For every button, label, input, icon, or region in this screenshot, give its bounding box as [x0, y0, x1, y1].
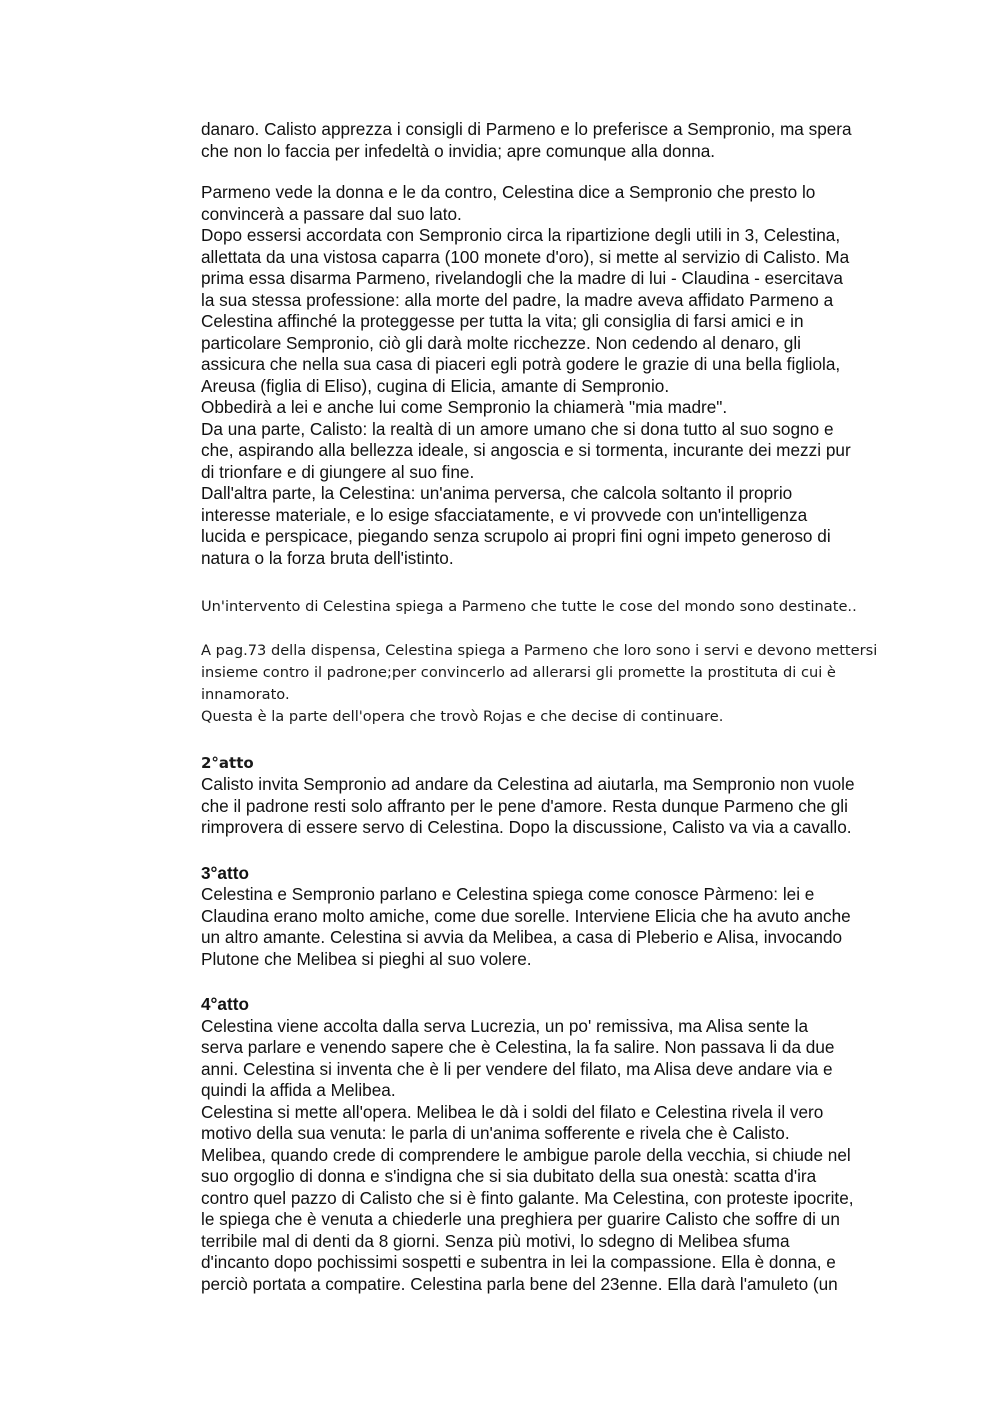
section-heading-atto-2: 2°atto — [201, 754, 254, 772]
paragraph-parmeno-celestina: Parmeno vede la donna e le da contro, Celestina dice a Sempronio che presto lo convincerà a passare dal suo lato. Dopo essersi accordata con Sempronio circa la ripartizione degli utili in 3, Celestina, allettata da una vistosa caparra (100 monete d'oro), si mette al servizio di Calisto. Ma prima essa disarma Parmeno, rivelandogli che la madre di lui - Claudina - esercitava la sua stessa professione: alla morte del padre, la madre aveva affidato Parmeno a Celestina affinché la proteggesse per tutta la vita; gli consiglia di farsi amici e in particolare Sempronio, ciò gli darà molte ricchezze. Non cedendo al denaro, gli assicura che nella sua casa di piaceri egli potrà godere le grazie di una bella figliola, Areusa (figlia di Eliso), cugina di Elicia, amante di Sempronio. Obbedirà a lei e anche lui come Sempronio la chiamerà "mia madre". Da una parte, Calisto: la realtà di un amore umano che si dona tutto al suo sogno e che, aspirando alla bellezza ideale, si angoscia e si tormenta, incurante dei mezzi pur di trionfare e di giungere al suo fine. Dall'altra parte, la Celestina: un'anima perversa, che calcola soltanto il proprio interesse materiale, e lo esige sfacciatamente, e vi provvede con un'intelligenza lucida e perspicace, piegando senza scrupolo ai propri fini ogni impeto generoso di natura o la forza bruta dell'istinto. — [201, 182, 851, 568]
paragraph-intervento: Un'intervento di Celestina spiega a Parmeno che tutte le cose del mondo sono destinate.. — [201, 598, 857, 615]
paragraph-dispensa: A pag.73 della dispensa, Celestina spiega a Parmeno che loro sono i servi e devono mettersi insieme contro il padrone;per convincerlo ad allerarsi gli promette la prostituta di cui è innamorato. Questa è la parte dell'opera che trovò Rojas e che decise di continuare. — [201, 642, 878, 725]
section-text-atto-2: Calisto invita Sempronio ad andare da Celestina ad aiutarla, ma Sempronio non vuole che il padrone resti solo affranto per le pene d'amore. Resta dunque Parmeno che gli rimprovera di essere servo di Celestina. Dopo la discussione, Calisto va via a cavallo. — [201, 774, 855, 837]
paragraph-intro: danaro. Calisto apprezza i consigli di Parmeno e lo preferisce a Sempronio, ma spera che non lo faccia per infedeltà o invidia; apre comunque alla donna. — [201, 119, 852, 161]
section-text-atto-3: Celestina e Sempronio parlano e Celestina spiega come conosce Pàrmeno: lei e Claudina erano molto amiche, come due sorelle. Interviene Elicia che ha avuto anche un altro amante. Celestina si avvia da Melibea, a casa di Pleberio e Alisa, invocando Plutone che Melibea si pieghi al suo volere. — [201, 884, 851, 969]
section-text-atto-4: Celestina viene accolta dalla serva Lucrezia, un po' remissiva, ma Alisa sente la serva parlare e venendo sapere che è Celestina, la fa salire. Non passava li da due anni. Celestina si inventa che è li per vendere del filato, ma Alisa deve andare via e quindi la affida a Melibea. Celestina si mette all'opera. Melibea le dà i soldi del filato e Celestina rivela il vero motivo della sua venuta: le parla di un'anima sofferente e rivela che è Calisto. Melibea, quando crede di comprendere le ambigue parole della vecchia, si chiude nel suo orgoglio di donna e s'indigna che si sia dubitato della sua onestà: scatta d'ira contro quel pazzo di Calisto che si è finto galante. Ma Celestina, con proteste ipocrite, le spiega che è venuta a chiederle una preghiera per guarire Calisto che soffre di un terribile mal di denti da 8 giorni. Senza più motivi, lo sdegno di Melibea sfuma d'incanto dopo pochissimi sospetti e subentra in lei la compassione. Ella è donna, e perciò portata a compatire. Celestina parla bene del 23enne. Ella darà l'amuleto (un — [201, 1015, 854, 1294]
section-heading-atto-4: 4°atto — [201, 994, 249, 1014]
page-content — [201, 119, 911, 1295]
section-heading-atto-3: 3°atto — [201, 862, 249, 883]
